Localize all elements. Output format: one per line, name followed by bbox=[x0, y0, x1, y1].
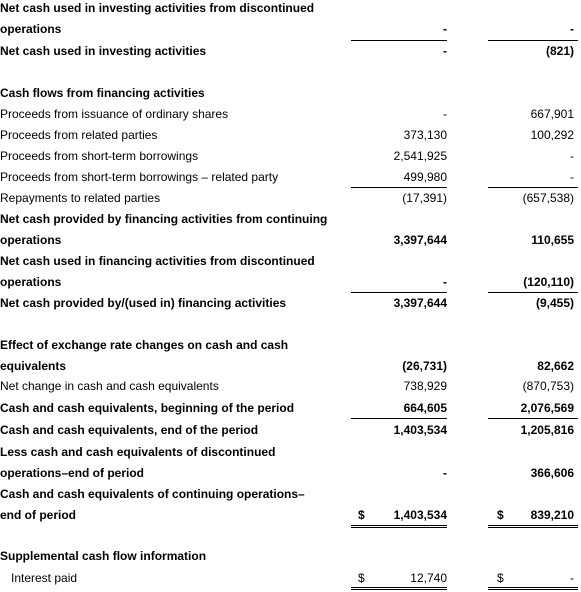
value-current-period: 2,541,925 bbox=[393, 149, 447, 163]
value-prior-period: - bbox=[570, 170, 574, 184]
value-prior-period: (9,455) bbox=[535, 296, 574, 310]
row-label: Net cash provided by/(used in) financing activities bbox=[0, 296, 287, 310]
row-label: Repayments to related parties bbox=[0, 191, 161, 205]
row-label: Net cash used in investing activities from discontinued bbox=[0, 1, 315, 15]
statement-row bbox=[0, 1, 581, 43]
value-current-period: (17,391) bbox=[402, 191, 447, 205]
statement-row bbox=[0, 445, 581, 487]
row-label: end of period bbox=[0, 508, 76, 522]
statement-row bbox=[0, 191, 581, 212]
row-label: Net change in cash and cash equivalents bbox=[0, 379, 219, 393]
currency-symbol: $ bbox=[358, 508, 365, 522]
double-underline bbox=[351, 525, 447, 528]
double-underline bbox=[488, 587, 578, 590]
statement-row bbox=[0, 549, 581, 570]
value-prior-period: 366,606 bbox=[530, 466, 574, 480]
subtotal-line bbox=[488, 187, 578, 188]
value-prior-period: - bbox=[570, 571, 574, 585]
statement-row bbox=[0, 338, 581, 380]
statement-row bbox=[0, 212, 581, 254]
value-prior-period: 1,205,816 bbox=[520, 423, 574, 437]
subtotal-line bbox=[488, 418, 578, 419]
value-prior-period: 2,076,569 bbox=[520, 401, 574, 415]
statement-row bbox=[0, 296, 581, 317]
value-current-period: 1,403,534 bbox=[393, 508, 447, 522]
value-current-period: (26,731) bbox=[402, 359, 447, 373]
row-label: Supplemental cash flow information bbox=[0, 549, 207, 563]
value-current-period: 738,929 bbox=[403, 379, 447, 393]
row-label: Net cash provided by financing activities from continuing bbox=[0, 212, 328, 226]
statement-row bbox=[0, 44, 581, 65]
value-prior-period: 100,292 bbox=[530, 128, 574, 142]
statement-row bbox=[0, 423, 581, 444]
row-label: Cash and cash equivalents of continuing operations– bbox=[0, 487, 305, 501]
value-current-period: 12,740 bbox=[410, 571, 447, 585]
row-label: Proceeds from short-term borrowings – related party bbox=[0, 170, 279, 184]
value-prior-period: 839,210 bbox=[530, 508, 574, 522]
subtotal-line bbox=[351, 292, 447, 293]
row-label: Cash and cash equivalents, end of the period bbox=[0, 423, 259, 437]
value-prior-period: (821) bbox=[545, 44, 574, 58]
value-current-period: 373,130 bbox=[403, 128, 447, 142]
row-label: Cash and cash equivalents, beginning of the period bbox=[0, 401, 295, 415]
value-prior-period: (870,753) bbox=[522, 379, 574, 393]
value-current-period: - bbox=[443, 466, 447, 480]
row-label: Cash flows from financing activities bbox=[0, 86, 205, 100]
row-label: equivalents bbox=[0, 359, 67, 373]
row-label: operations bbox=[0, 22, 62, 36]
value-prior-period: - bbox=[570, 22, 574, 36]
statement-row bbox=[0, 487, 581, 529]
value-current-period: - bbox=[443, 275, 447, 289]
row-label: Proceeds from issuance of ordinary shares bbox=[0, 107, 229, 121]
row-label: Less cash and cash equivalents of discontinued bbox=[0, 445, 276, 459]
row-label: Proceeds from short-term borrowings bbox=[0, 149, 199, 163]
row-label: operations bbox=[0, 233, 62, 247]
currency-symbol: $ bbox=[358, 571, 365, 585]
row-label: Effect of exchange rate changes on cash and cash bbox=[0, 338, 289, 352]
value-current-period: 664,605 bbox=[403, 401, 447, 415]
row-label: Interest paid bbox=[11, 571, 78, 585]
row-label: operations bbox=[0, 275, 62, 289]
double-underline bbox=[351, 587, 447, 590]
row-label: Proceeds from related parties bbox=[0, 128, 158, 142]
row-label: Net cash used in investing activities bbox=[0, 44, 207, 58]
row-label: Net cash used in financing activities from discontinued bbox=[0, 254, 315, 268]
double-underline bbox=[488, 525, 578, 528]
value-prior-period: 82,662 bbox=[537, 359, 574, 373]
subtotal-line bbox=[351, 40, 447, 41]
statement-row bbox=[0, 149, 581, 170]
currency-symbol: $ bbox=[497, 508, 504, 522]
subtotal-line bbox=[488, 40, 578, 41]
statement-row bbox=[0, 107, 581, 128]
value-current-period: 3,397,644 bbox=[393, 296, 447, 310]
subtotal-line bbox=[488, 292, 578, 293]
value-current-period: 3,397,644 bbox=[393, 233, 447, 247]
value-prior-period: 110,655 bbox=[531, 233, 574, 247]
value-prior-period: (657,538) bbox=[522, 191, 574, 205]
value-current-period: 499,980 bbox=[403, 170, 447, 184]
value-current-period: - bbox=[443, 44, 447, 58]
value-prior-period: (120,110) bbox=[523, 275, 574, 289]
subtotal-line bbox=[351, 187, 447, 188]
subtotal-line bbox=[351, 418, 447, 419]
value-current-period: 1,403,534 bbox=[393, 423, 447, 437]
value-current-period: - bbox=[443, 107, 447, 121]
statement-row bbox=[0, 128, 581, 149]
value-prior-period: 667,901 bbox=[530, 107, 574, 121]
statement-row bbox=[0, 86, 581, 107]
value-prior-period: - bbox=[570, 149, 574, 163]
currency-symbol: $ bbox=[497, 571, 504, 585]
statement-row bbox=[0, 254, 581, 296]
row-label: operations–end of period bbox=[0, 466, 145, 480]
value-current-period: - bbox=[443, 22, 447, 36]
statement-row bbox=[0, 379, 581, 400]
